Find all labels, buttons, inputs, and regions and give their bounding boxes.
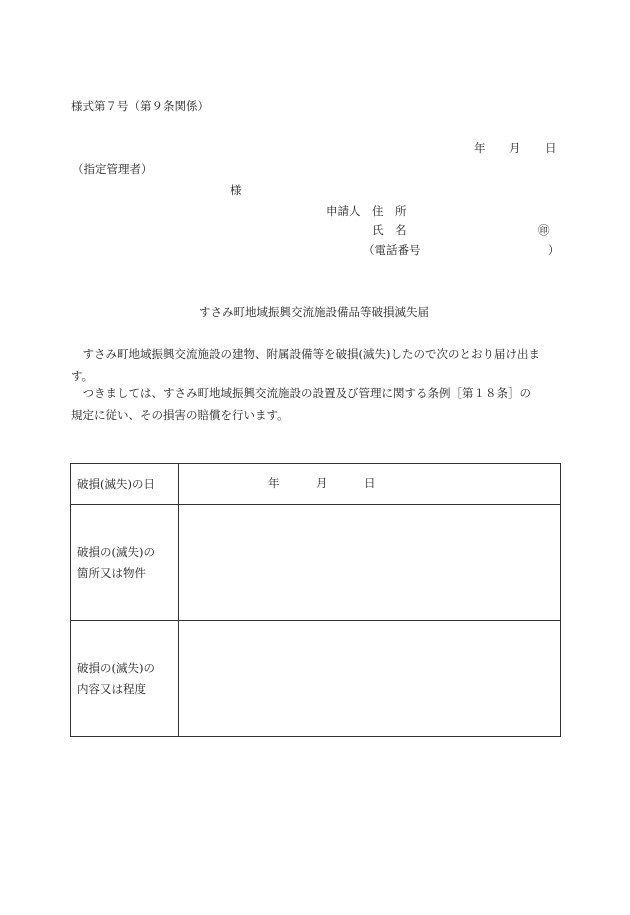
damage-extent-label: 破損の(滅失)の 内容又は程度 bbox=[71, 621, 179, 737]
table-row bbox=[71, 505, 561, 621]
damage-location-label: 破損の(滅失)の 箇所又は物件 bbox=[71, 505, 179, 621]
form-number: 様式第７号（第９条関係） bbox=[71, 99, 209, 113]
document-title: すさみ町地域振興交流施設備品等破損滅失届 bbox=[199, 305, 429, 319]
body-p1-line2: す。 bbox=[71, 369, 94, 383]
body-paragraph-1 bbox=[71, 343, 561, 387]
table-row bbox=[71, 621, 561, 737]
damage-date-month: 月 bbox=[316, 476, 328, 490]
seal-mark: ㊞ bbox=[538, 223, 550, 237]
damage-location-field[interactable] bbox=[179, 505, 561, 621]
date-day-label: 日 bbox=[545, 141, 557, 155]
damage-date-year: 年 bbox=[268, 476, 280, 490]
date-year-label: 年 bbox=[474, 141, 486, 155]
body-p2-line1: つきましては、すさみ町地域振興交流施設の設置及び管理に関する条例［第１８条］の bbox=[71, 386, 531, 400]
damage-date-day: 日 bbox=[364, 476, 376, 490]
damage-extent-field[interactable] bbox=[179, 621, 561, 737]
addressee-honorific: 様 bbox=[230, 183, 242, 197]
name-label: 氏 名 bbox=[372, 223, 407, 237]
phone-close-paren: ） bbox=[548, 243, 560, 257]
phone-label: （電話番号 bbox=[363, 243, 421, 257]
damage-date-label: 破損(滅失)の日 bbox=[71, 464, 179, 505]
body-p1-line1: すさみ町地域振興交流施設の建物、附属設備等を破損(滅失)したので次のとおり届け出ま bbox=[71, 347, 540, 361]
address-label: 住 所 bbox=[372, 204, 407, 218]
body-paragraph-2 bbox=[71, 382, 561, 426]
table-row bbox=[71, 464, 561, 505]
damage-report-table bbox=[70, 463, 561, 737]
date-month-label: 月 bbox=[509, 141, 521, 155]
applicant-label: 申請人 bbox=[326, 204, 361, 218]
addressee-title: （指定管理者） bbox=[72, 162, 153, 176]
damage-date-field[interactable] bbox=[179, 464, 561, 505]
body-p2-line2: 規定に従い、その損害の賠償を行います。 bbox=[71, 408, 289, 422]
